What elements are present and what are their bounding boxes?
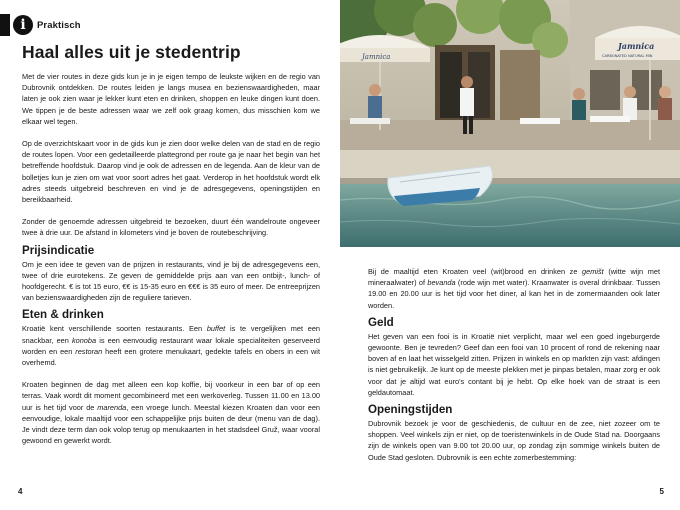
openingstijden-paragraph: Dubrovnik bezoek je voor de geschiedenis, de cultuur en de zee, niet zozeer om te shoppen. Veel winkels zijn er niet, op de toeristenwinkels in de Oude Stad na. Doorgaans zijn de winkels open van 9.00 tot 20.00 uur, op zondag zijn sommige winkels buiten de Oude Stad gesloten. Dubrovnik is een echte zomerbestemming: [368, 419, 660, 462]
heading-openingstijden: Openingstijden [368, 403, 453, 417]
info-icon: i [13, 15, 33, 35]
section-label: Praktisch [37, 19, 81, 31]
prijsindicatie-paragraph: Om je een idee te geven van de prijzen in restaurants, vind je bij de adresgegevens een, twee of drie eurotekens. Ze geven de gemiddelde prijs aan van een ontbijt-, lunch- of hoofdgerecht. € is tot 15 euro, €€ is 15-35 euro en €€€ is 35 euro of meer. De entreeprijzen van bezienswaardigheden zijn de reguliere tarieven. [22, 259, 320, 303]
intro-paragraph-2: Op de overzichtskaart voor in de gids kun je zien door welke delen van de stad en de regio de routes lopen. Voor een gedetailleerde plattegrond per route ga je naar het begin van het betreffende hoofdstuk. Daarop vind je ook de adressen en de legenda. Aan de kleur van de bolletjes kun je zien om wat voor soort adres het gaat. Verderop in het hoofdstuk wordt elk adres steeds uitgebreid beschreven en vind je de adresgegevens, openingstijden en bereikbaarheid. [22, 139, 320, 205]
drinks-paragraph: Bij de maaltijd eten Kroaten veel (wit)brood en drinken ze gemišt (witte wijn met mineraalwater) of bevanda (rode wijn met water). Kraanwater is overal drinkbaar. Tussen 19.00 en 20.00 uur is het tijd voor het diner, al kan het in de zomermaanden ook later worden. [368, 267, 661, 310]
umbrella-right-text: Jamnica [618, 41, 655, 51]
umbrella-left-text: Jamnica [362, 53, 391, 61]
page-title: Haal alles uit je stedentrip [22, 42, 241, 62]
intro-paragraph-3: Zonder de genoemde adressen uitgebreid te bezoeken, duurt één wandelroute ongeveer twee à drie uur. De afstand in kilometers vind je boven de routebeschrijving. [22, 217, 320, 238]
eten-paragraph-2: Kroaten beginnen de dag met alleen een kop koffie, bij voorkeur in een bar of op een terras. Vaak wordt dit moment gecombineerd met een werkoverleg. Tussen 11.00 en 13.00 uur is het tijd voor de marenda, een vroege lunch. Meestal kiezen Kroaten dan voor een eenvoudige, lokale maaltijd voor een schappelijke prijs buiten de deur (menu van de dag). Je vindt deze term dan ook volop terug op menukaarten in het stadsdeel Gruž, waar vooral gewoond en gewerkt wordt. [22, 380, 320, 446]
heading-eten-drinken: Eten & drinken [22, 308, 104, 322]
harbour-cafe-photo [340, 0, 680, 247]
intro-paragraph-1: Met de vier routes in deze gids kun je in je eigen tempo de leukste wijken en de regio van Dubrovnik ontdekken. De routes leiden je langs musea en bezienswaardigheden, maar laten je ook zien waar je lekker kunt eten en drinken, shoppen en leuke dingen kunt doen. We tippen je de beste adressen waar we zelf ook graag komen, dus misschien kom we elkaar wel tegen. [22, 72, 320, 126]
geld-paragraph: Het geven van een fooi is in Kroatië niet verplicht, maar wel een goed ingeburgerde gewoonte. Ben je tevreden? Geef dan een fooi van 10 procent of rond de rekening naar boven af en laat het wisselgeld zitten. Prijzen in winkels en op markten zijn vast: afdingen is niet gebruikelijk. Je kunt op de meeste plekken met je pinpas betalen, maar zorg er ook voor dat je altijd wat euro's contant bij je hebt. Op elke hoek van de straat is een geldautomaat. [368, 331, 660, 397]
left-column [22, 42, 320, 457]
eten-paragraph-1: Kroatië kent verschillende soorten restaurants. Een buffet is te vergelijken met een snackbar, een konoba is een eenvoudig restaurant waar lokale specialiteiten geserveerd worden en een restoran heeft een grotere menukaart, gedekte tafels en obers in een wit overhemd. [22, 324, 320, 368]
section-header [0, 14, 81, 36]
heading-geld: Geld [368, 315, 394, 329]
umbrella-right-subtext: CARBONATED NATURAL MIN [602, 54, 653, 58]
right-column [368, 266, 660, 467]
heading-prijsindicatie: Prijsindicatie [22, 243, 95, 257]
page-number-right: 5 [659, 487, 664, 496]
page-number-left: 4 [18, 487, 23, 496]
